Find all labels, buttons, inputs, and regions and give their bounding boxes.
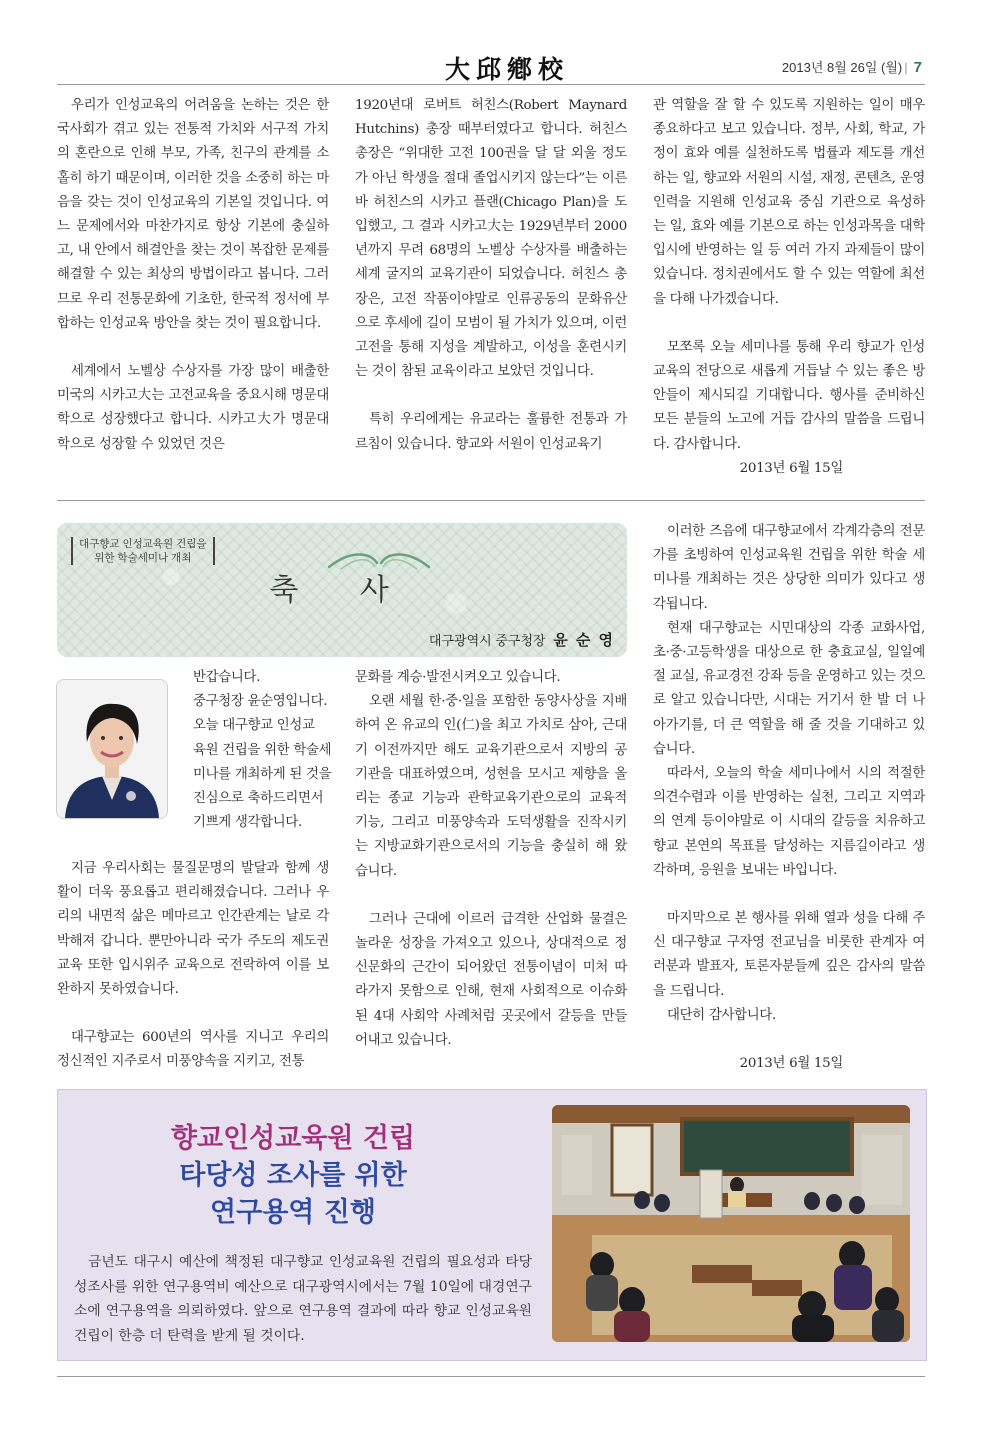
article1-column-1 — [57, 94, 329, 457]
issue-date-text: 2013년 8월 26일 (월) — [781, 60, 903, 75]
date-separator: | — [904, 60, 908, 75]
article1-date: 2013년 6월 15일 — [739, 460, 843, 476]
classroom-photo — [552, 1105, 910, 1342]
article2-column-1 — [57, 857, 329, 1075]
masthead: 大邱鄕校 — [445, 55, 570, 84]
article1-paragraph: 우리가 인성교육의 어려움을 논하는 것은 한국사회가 겪고 있는 전통적 가치와 서구적 가치의 혼란으로 인해 부모, 가족, 친구의 관계를 소홀히 하기 때문이며, 이러한 것을 소중히 하는 마음을 갖는 것이 인성교육의 기본일 것입니다. 여느 문제에서와 마찬가지로 항상 기본에 충실하고, 내 안에서 해결안을 찾는 것이 복잡한 문제를 해결할 수 있는 최상의 방법이라고 봅니다. 그러므로 우리 전통문화에 기초한, 한국적 정서에 부합하는 인성교육 방안을 찾는 것이 필요합니다. — [57, 98, 329, 331]
article2-column-2 — [355, 666, 627, 1053]
classroom-image — [552, 1105, 910, 1342]
article2-paragraph: 그러나 근대에 이르러 급격한 산업화 물결은 놀라운 성장을 가져오고 있으나, 상대적으로 정신문화의 근간이 되어왔던 전통이념이 미처 따라가지 못함으로 인해, 현재 사회적으로 이슈화된 4대 사회악 사례처럼 곳곳에서 갈등을 만들어내고 있습니다. — [355, 911, 627, 1048]
article2-paragraph: 마지막으로 본 행사를 위해 열과 성을 다해 주신 대구향교 구자영 전교님을 비롯한 관계자 여러분과 발표자, 토론자분들께 깊은 감사의 말씀을 드립니다. — [653, 911, 925, 999]
article1-paragraph: 특히 우리에게는 유교라는 훌륭한 전통과 가르침이 있습니다. 향교와 서원이 인성교육기 — [355, 412, 627, 452]
header-rule — [57, 84, 925, 85]
article2-column-3 — [653, 520, 925, 1076]
byline-role: 대구광역시 중구청장 — [428, 633, 546, 648]
page-number: 7 — [913, 59, 922, 76]
article1-paragraph: 관 역할을 잘 할 수 있도록 지원하는 일이 매우 종요하다고 보고 있습니다. 정부, 사회, 학교, 가정이 효와 예를 실천하도록 법률과 제도를 개선하는 일, 향교와 서원의 시설, 재정, 콘텐츠, 운영 인력을 지원해 인성교육 중심 기관으로 육성하는 일, 효와 예를 기본으로 하는 인성과목을 대학입시에 반영하는 일 등 여러 가지 과제들이 많이 있습니다. 정치권에서도 할 수 있는 역할에 최선을 다해 나가겠습니다. — [653, 98, 925, 307]
headline-line-2: 타당성 조사를 위한 — [179, 1160, 407, 1191]
author-portrait — [56, 679, 168, 819]
article1-column-3 — [653, 94, 925, 481]
headline-line-3: 연구용역 진행 — [210, 1197, 376, 1228]
headline-line-1: 향교인성교육원 건립 — [170, 1123, 416, 1154]
article2-paragraph: 따라서, 오늘의 학술 세미나에서 시의 적절한 의견수렴과 이를 반영하는 실천, 그리고 지역과의 연계 등이야말로 이 시대의 갈등을 치유하고 향교 본연의 목표를 달성하는 지름길이라고 생각하며, 응원을 보내는 바입니다. — [653, 766, 925, 878]
article2-paragraph: 현재 대구향교는 시민대상의 각종 교화사업, 초·중·고등학생을 대상으로 한 충효교실, 일일예절 교실, 유교경전 강좌 등을 운영하고 있는 것으로 알고 있습니다만, 시대는 거기서 한 발 더 나아가기를, 더 큰 역할을 해 줄 것을 기대하고 있습니다. — [653, 620, 925, 757]
article2-paragraph: 지금 우리사회는 물질문명의 발달과 함께 생활이 더욱 풍요롭고 편리해졌습니다. 그러나 우리의 내면적 삶은 메마르고 인간관계는 날로 각박해져 갑니다. 뿐만아니라 국가 주도의 제도권 교육 또한 입시위주 교육으로 전락하여 이를 보완하지 못하였습니다. — [57, 861, 329, 998]
intro-text: 반갑습니다. 중구청장 윤순영입니다. 오늘 대구향교 인성교 육원 건립을 위한 학술세 미나를 개최하게 된 것을 진심으로 축하드리면서 기쁘게 생각합니다. — [193, 670, 332, 831]
article2-paragraph: 대구향교는 600년의 역사를 지니고 우리의 정신적인 지주로서 미풍양속을 지키고, 전통 — [57, 1030, 329, 1070]
article1-column-2 — [355, 94, 627, 457]
section-rule — [57, 500, 925, 501]
congratulation-banner — [57, 523, 627, 657]
portrait-image — [57, 680, 167, 818]
article1-paragraph: 세계에서 노벨상 수상자를 가장 많이 배출한 미국의 시카고大는 고전교육을 중요시해 명문대학으로 성장했다고 합니다. 시카고大가 명문대학으로 성장할 수 있었던 것은 — [57, 364, 329, 452]
article2-paragraph: 문화를 계승·발전시켜오고 있습니다. — [355, 670, 561, 685]
issue-date — [782, 57, 922, 76]
article2-paragraph: 대단히 감사합니다. — [667, 1007, 776, 1023]
research-news-body: 금년도 대구시 예산에 책정된 대구향교 인성교육원 건립의 필요성과 타당성조사를 위한 연구용역비 예산으로 대구광역시에서는 7월 10일에 대경연구소에 연구용역을 의뢰하였다. 앞으로 연구용역 결과에 따라 향교 인성교육원 건립이 한층 더 탄력을 받게 될 것이다. — [74, 1254, 532, 1344]
article2-paragraph: 오랜 세월 한·중·일을 포함한 동양사상을 지배하여 온 유교의 인(仁)을 최고 가치로 삼아, 근대기 이전까지만 해도 교육기관으로서 지방의 공기관을 대표하였으며, 성현을 모시고 제향을 올리는 종교 기능과 관학교육기관으로의 교육적 기능, 그리고 미풍양속과 도덕생활을 진작시키는 지방교화기관으로서의 기능을 충실히 해 왔습니다. — [355, 694, 627, 879]
banner-title: 축 사 — [269, 573, 415, 608]
byline — [429, 629, 615, 650]
article2-paragraph: 이러한 즈음에 대구향교에서 각계각층의 전문가를 초빙하여 인성교육원 건립을 위한 학술 세미나를 개최하는 것은 상당한 의미가 있다고 생각됩니다. — [653, 524, 925, 612]
article2-date: 2013년 6월 15일 — [739, 1056, 843, 1072]
article1-paragraph: 1920년대 로버트 허친스(Robert Maynard Hutchins) 총장 때부터였다고 합니다. 허친스 총장은 “위대한 고전 100권을 달 달 외울 정도가 아닌 학생을 절대 졸업시키지 않는다”는 이른바 허친스의 시카고 플랜(Chicago Plan)을 도입했고, 그 결과 시카고大는 1929년부터 2000년까지 무려 68명의 노벨상 수상자를 배출하는 세계 굴지의 교육기관이 되었습니다. 허친스 총장은, 고전 작품이야말로 인류공동의 문화유산으로 후세에 길이 모범이 될 가치가 있으며, 이런 고전을 통해 지성을 계발하고, 이성을 훈련시키는 것이 참된 교육이라고 보았던 것입니다. — [355, 98, 627, 380]
banner-kicker: 대구향교 인성교육원 건립을 위한 학술세미나 개최 — [71, 537, 215, 565]
footer-rule — [57, 1376, 925, 1377]
article2-intro — [193, 666, 333, 835]
article1-paragraph: 모쪼록 오늘 세미나를 통해 우리 향교가 인성교육의 전당으로 새롭게 거듭날 수 있는 좋은 방안들이 제시되길 기대합니다. 행사를 준비하신 모든 분들의 노고에 거듭 감사의 말씀을 드립니다. 감사합니다. — [653, 339, 925, 452]
byline-name: 윤 순 영 — [553, 632, 615, 649]
